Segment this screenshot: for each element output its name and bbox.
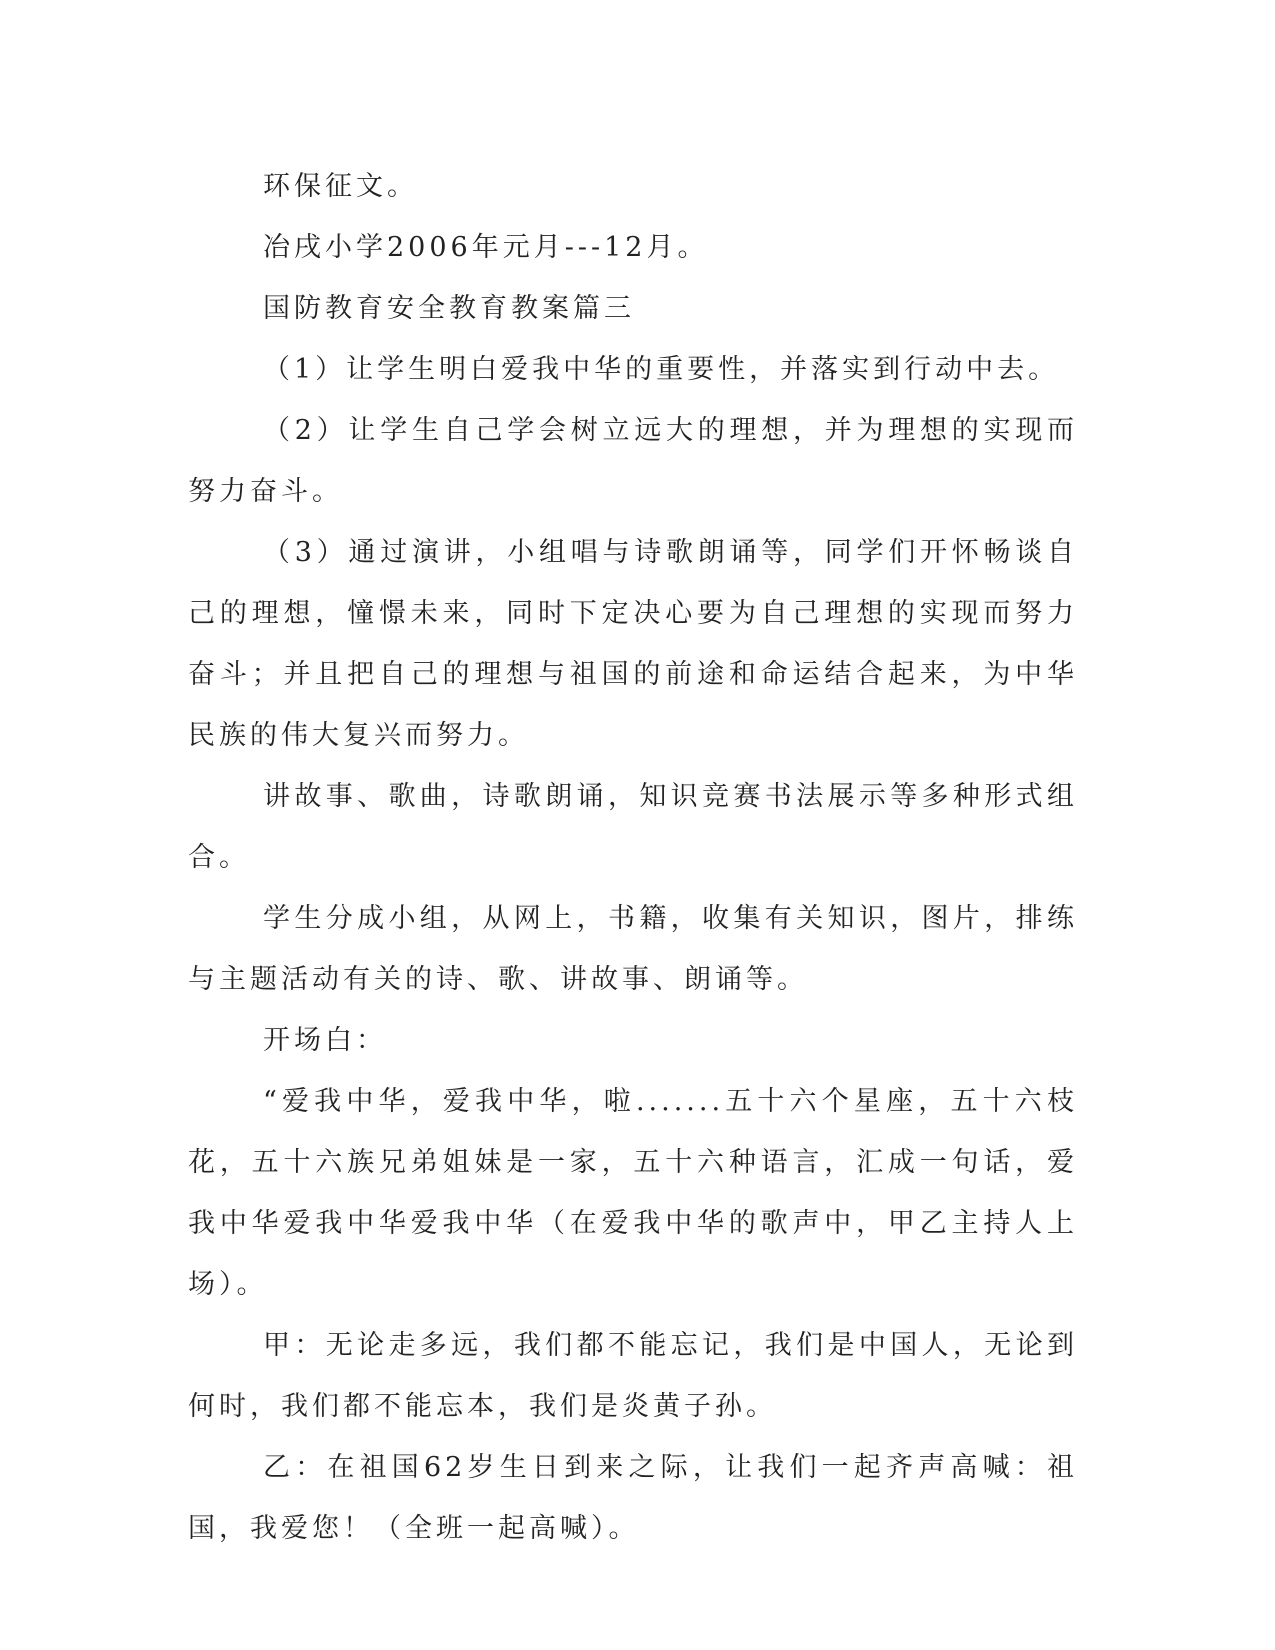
opening-song: “爱我中华，爱我中华，啦.......五十六个星座，五十六枝花，五十六族兄弟姐妹是一家，五十六种语言，汇成一句话，爱我中华爱我中华爱我中华（在爱我中华的歌声中，甲乙主持人上场）。 — [188, 1086, 1078, 1300]
host-b-line: 乙：在祖国62岁生日到来之际，让我们一起齐声高喊：祖国，我爱您！（全班一起高喊）。 — [188, 1452, 1078, 1544]
objective-1: （1）让学生明白爱我中华的重要性，并落实到行动中去。 — [263, 354, 1060, 385]
objective-2: （2）让学生自己学会树立远大的理想，并为理想的实现而努力奋斗。 — [188, 415, 1078, 507]
activity-forms: 讲故事、歌曲，诗歌朗诵，知识竞赛书法展示等多种形式组合。 — [188, 781, 1078, 873]
paragraph-2: 冶戌小学2006年元月---12月。 — [263, 232, 709, 263]
document-body — [188, 156, 1078, 1559]
paragraph-1: 环保征文。 — [263, 171, 418, 202]
objective-3: （3）通过演讲，小组唱与诗歌朗诵等，同学们开怀畅谈自己的理想，憧憬未来，同时下定决心要为自己理想的实现而努力奋斗；并且把自己的理想与祖国的前途和命运结合起来，为中华民族的伟大复兴而努力。 — [188, 537, 1078, 751]
preparation: 学生分成小组，从网上，书籍，收集有关知识，图片，排练与主题活动有关的诗、歌、讲故事、朗诵等。 — [188, 903, 1078, 995]
section-heading: 国防教育安全教育教案篇三 — [263, 293, 635, 324]
host-a-line: 甲：无论走多远，我们都不能忘记，我们是中国人，无论到何时，我们都不能忘本，我们是炎黄子孙。 — [188, 1330, 1078, 1422]
opening-label: 开场白： — [263, 1025, 387, 1056]
